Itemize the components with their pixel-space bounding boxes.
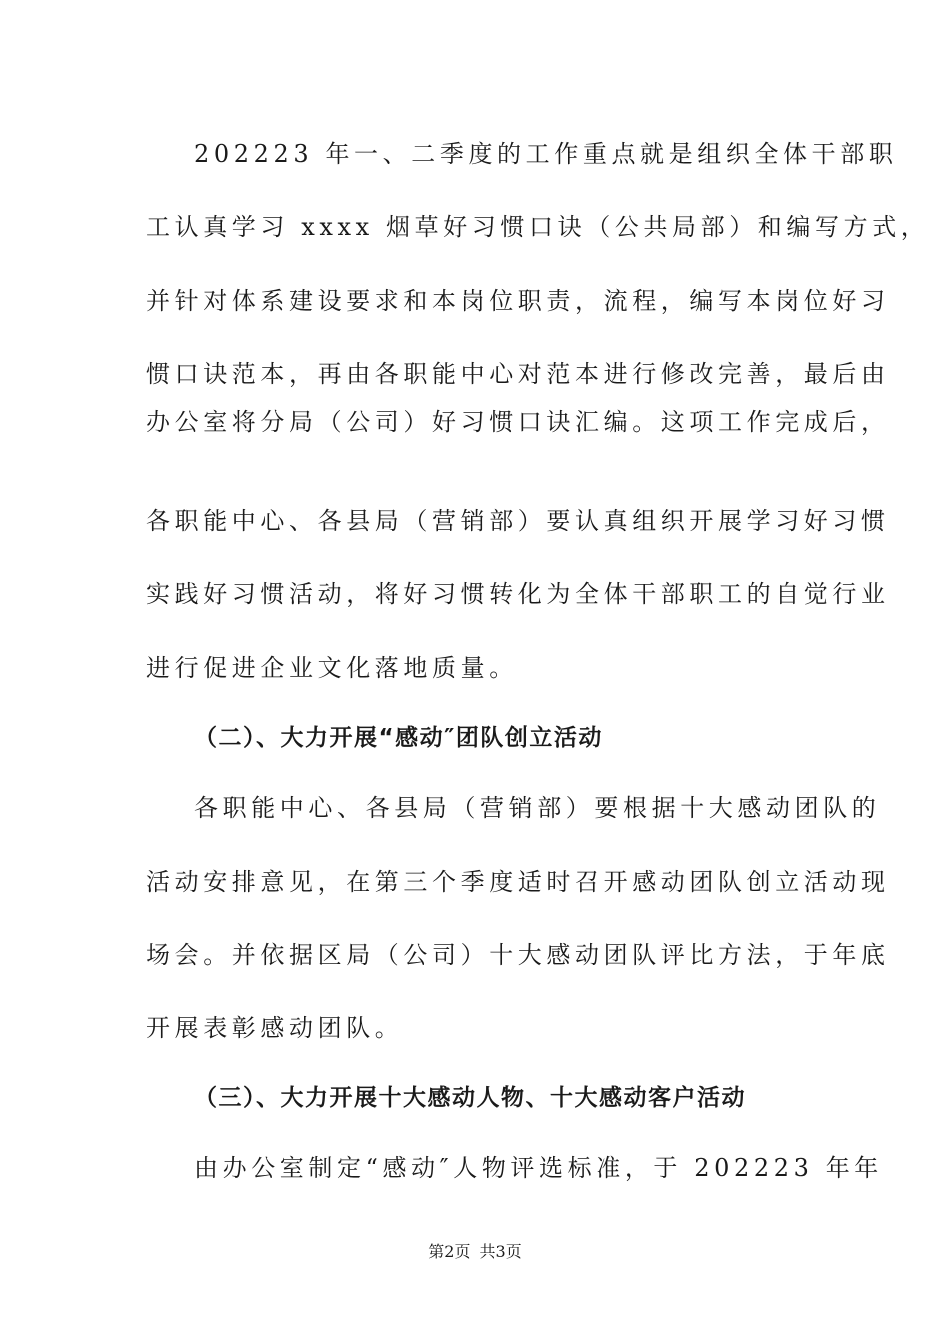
paragraph-line: 工认真学习 xxxx 烟草好习惯口诀（公共局部）和编写方式， xyxy=(146,213,930,241)
paragraph-line: 活动安排意见，在第三个季度适时召开感动团队创立活动现 xyxy=(146,868,890,896)
paragraph-line: 办公室将分局（公司）好习惯口诀汇编。这项工作完成后， xyxy=(146,408,890,436)
paragraph-line: 进行促进企业文化落地质量。 xyxy=(146,654,518,682)
paragraph-line: 由办公室制定“感动″人物评选标准，于 202223 年年 xyxy=(194,1154,883,1182)
paragraph-line: 惯口诀范本，再由各职能中心对范本进行修改完善，最后由 xyxy=(146,360,890,388)
paragraph-line: 202223 年一、二季度的工作重点就是组织全体干部职 xyxy=(194,140,898,168)
page-number: 第2页 xyxy=(428,1242,471,1261)
paragraph-line: 并针对体系建设要求和本岗位职责，流程，编写本岗位好习 xyxy=(146,287,890,315)
section-heading: （二）、大力开展“感动″团队创立活动 xyxy=(194,725,603,751)
paragraph-line: 实践好习惯活动，将好习惯转化为全体干部职工的自觉行业 xyxy=(146,580,890,608)
paragraph-line: 各职能中心、各县局（营销部）要认真组织开展学习好习惯 xyxy=(146,507,890,535)
paragraph-line: 各职能中心、各县局（营销部）要根据十大感动团队的 xyxy=(194,794,881,822)
section-heading: （三）、大力开展十大感动人物、十大感动客户活动 xyxy=(194,1085,746,1111)
paragraph-line: 场会。并依据区局（公司）十大感动团队评比方法，于年底 xyxy=(146,941,890,969)
paragraph-line: 开展表彰感动团队。 xyxy=(146,1014,404,1042)
page-footer xyxy=(0,1240,950,1264)
page-total: 共3页 xyxy=(479,1242,522,1261)
